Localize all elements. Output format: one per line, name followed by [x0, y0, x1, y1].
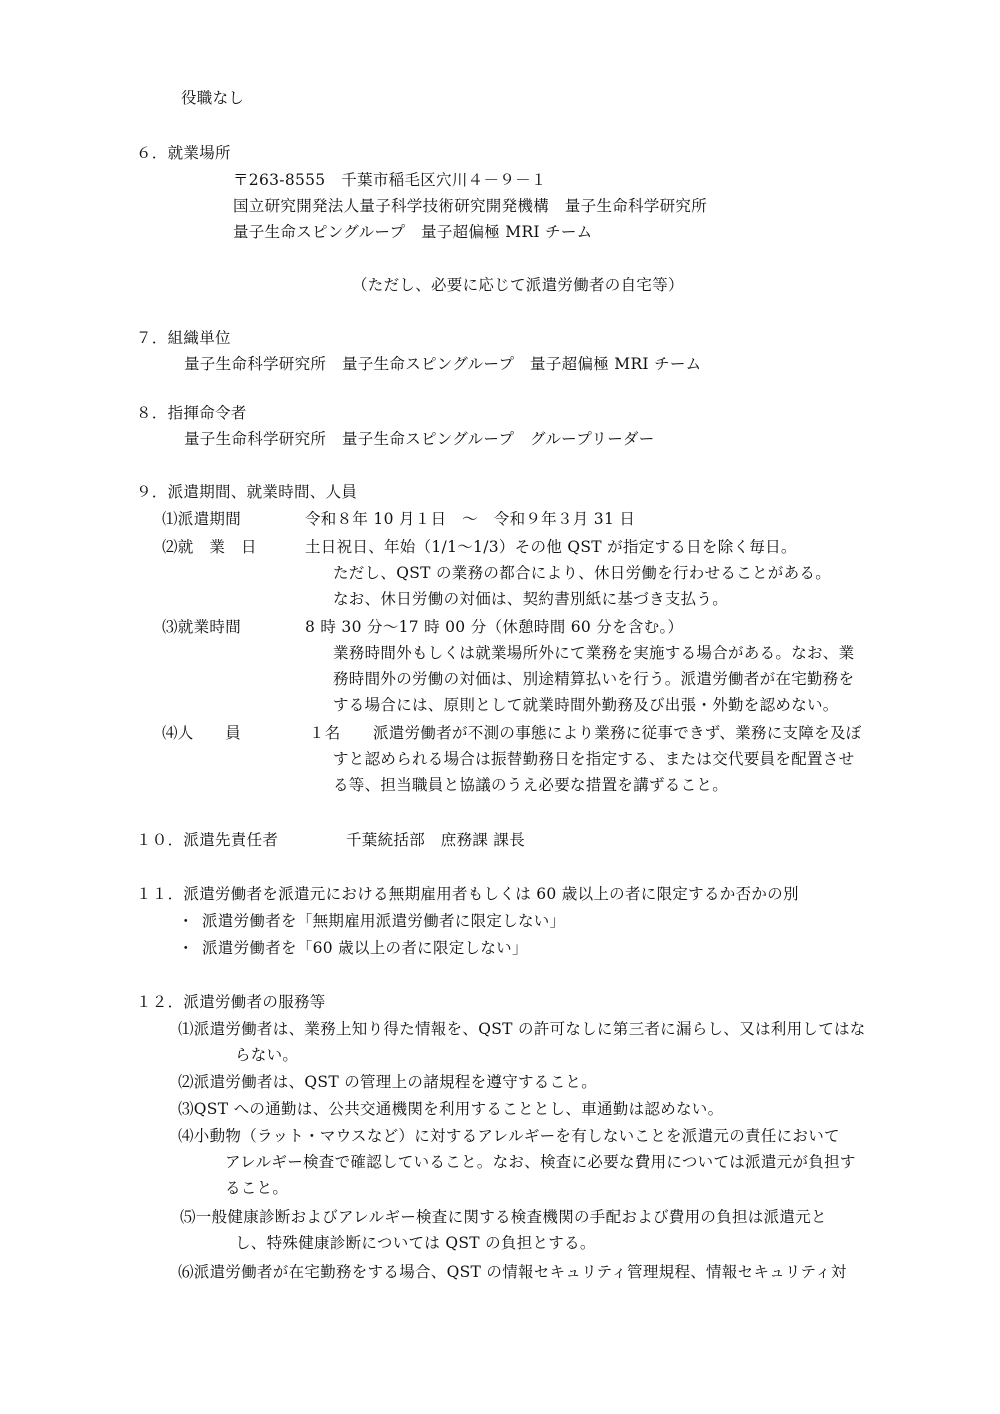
period-value: 令和８年 10 月１日 ～ 令和９年３月 31 日 — [305, 510, 636, 528]
bullet-2: ・ — [178, 939, 194, 957]
duty-1-line-2: らない。 — [235, 1046, 299, 1064]
dispatch-manager: 千葉統括部 庶務課 課長 — [346, 831, 526, 849]
duty-4-line-1: ⑷小動物（ラット・マウスなど）に対するアレルギーを有しないことを派遣元の責任において — [178, 1127, 840, 1145]
section-11-heading: １１．派遣労働者を派遣元における無期雇用者もしくは 60 歳以上の者に限定するか否かの別 — [136, 885, 799, 903]
section-10-heading: １０．派遣先責任者 — [136, 831, 279, 849]
hours-label: ⑶就業時間 — [162, 618, 242, 636]
limitation-item-1: 派遣労働者を「無期雇用派遣労働者に限定しない」 — [202, 912, 566, 930]
duty-1-line-1: ⑴派遣労働者は、業務上知り得た情報を、QST の許可なしに第三者に漏らし、又は利用してはな — [178, 1020, 866, 1038]
workdays-value: 土日祝日、年始（1/1～1/3）その他 QST が指定する日を除く毎日。 — [305, 538, 797, 556]
duty-4-line-2: アレルギー検査で確認していること。なお、検査に必要な費用については派遣元が負担す — [225, 1153, 856, 1171]
duty-2: ⑵派遣労働者は、QST の管理上の諸規程を遵守すること。 — [178, 1073, 597, 1091]
workplace-note: （ただし、必要に応じて派遣労働者の自宅等） — [352, 276, 684, 294]
hours-value: 8 時 30 分～17 時 00 分（休憩時間 60 分を含む。） — [305, 618, 684, 636]
duty-5-line-1: ⑸一般健康診断およびアレルギー検査に関する検査機関の手配および費用の負担は派遣元と — [180, 1208, 827, 1226]
workdays-note-1: ただし、QST の業務の都合により、休日労働を行わせることがある。 — [333, 564, 831, 582]
section-9-heading: ９．派遣期間、就業時間、人員 — [136, 483, 358, 501]
period-label: ⑴派遣期間 — [162, 510, 242, 528]
workdays-label: ⑵就 業 日 — [162, 538, 257, 556]
section-7-heading: ７．組織単位 — [136, 329, 231, 347]
supervisor: 量子生命科学研究所 量子生命スピングループ グループリーダー — [184, 430, 655, 448]
hours-note-2: 務時間外の労働の対価は、別途精算払いを行う。派遣労働者が在宅勤務を — [333, 670, 855, 688]
staff-note-3: る等、担当職員と協議のうえ必要な措置を講ずること。 — [333, 776, 729, 794]
workplace-address: 〒263-8555 千葉市稲毛区穴川４－９－１ — [233, 171, 547, 189]
workdays-note-2: なお、休日労働の対価は、契約書別紙に基づき支払う。 — [333, 590, 729, 608]
organization-unit: 量子生命科学研究所 量子生命スピングループ 量子超偏極 MRI チーム — [184, 355, 702, 373]
staff-note-2: すと認められる場合は振替勤務日を指定する、または交代要員を配置させ — [333, 750, 855, 768]
staff-label: ⑷人 員 — [162, 724, 242, 742]
workplace-organization: 国立研究開発法人量子科学技術研究開発機構 量子生命科学研究所 — [233, 197, 708, 215]
workplace-team: 量子生命スピングループ 量子超偏極 MRI チーム — [233, 223, 593, 241]
bullet-1: ・ — [178, 912, 194, 930]
limitation-item-2: 派遣労働者を「60 歳以上の者に限定しない」 — [202, 939, 528, 957]
section-6-heading: ６．就業場所 — [136, 144, 231, 162]
duty-3: ⑶QST への通勤は、公共交通機関を利用することとし、車通勤は認めない。 — [178, 1100, 724, 1118]
duty-6-line-1: ⑹派遣労働者が在宅勤務をする場合、QST の情報セキュリティ管理規程、情報セキュリティ対 — [178, 1263, 847, 1281]
section-12-heading: １２．派遣労働者の服務等 — [136, 993, 326, 1011]
staff-count: １名 — [309, 724, 341, 742]
hours-note-1: 業務時間外もしくは就業場所外にて業務を実施する場合がある。なお、業 — [333, 644, 855, 662]
duty-4-line-3: ること。 — [225, 1179, 289, 1197]
position-text: 役職なし — [181, 89, 245, 107]
duty-5-line-2: し、特殊健康診断については QST の負担とする。 — [235, 1234, 596, 1252]
hours-note-3: する場合には、原則として就業時間外勤務及び出張・外勤を認めない。 — [333, 696, 839, 714]
section-8-heading: ８．指揮命令者 — [136, 404, 247, 422]
staff-note-1: 派遣労働者が不測の事態により業務に従事できず、業務に支障を及ぼ — [373, 724, 862, 742]
